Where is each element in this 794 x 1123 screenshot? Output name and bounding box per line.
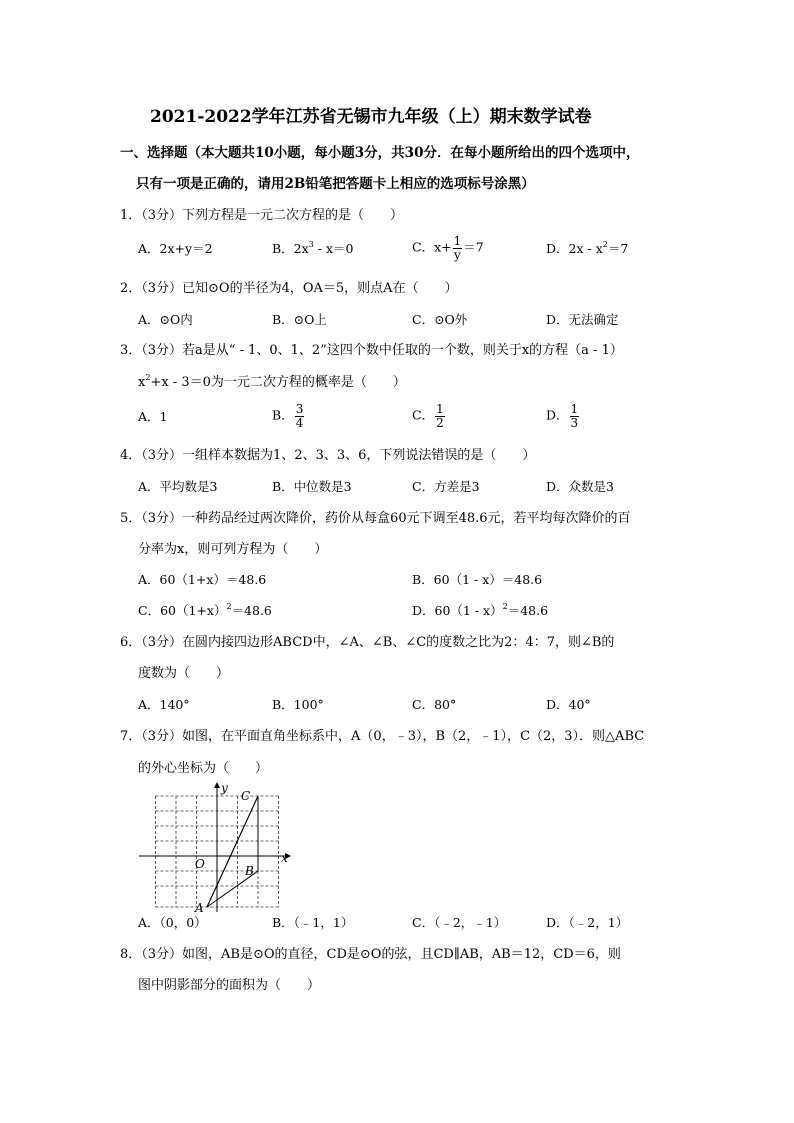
question-2-stem: 2．（3分）已知⊙O的半径为4，OA＝5，则点A在（ ） xyxy=(120,281,458,296)
question-4-option-c: C．方差是3 xyxy=(412,479,480,494)
x-axis-label: x xyxy=(281,851,288,865)
point-a-label: A xyxy=(195,901,204,915)
question-1-stem: 1．（3分）下列方程是一元二次方程的是（ ） xyxy=(120,208,404,223)
question-5-stem-line2: 分率为x，则可列方程为（ ） xyxy=(138,542,328,557)
question-7-option-a: A．（0，0） xyxy=(138,915,207,930)
question-5-option-c: C．$60(1+x)^2=48.6$ xyxy=(138,602,272,618)
question-4-option-a: A．平均数是3 xyxy=(138,479,218,494)
question-4-option-b: B．中位数是3 xyxy=(272,479,352,494)
question-3-option-d: D． $\frac{1}{3}$ xyxy=(546,402,579,430)
question-1-option-b: B．$2x^3 - x=0$ xyxy=(272,240,354,256)
section-heading-line2: 只有一项是正确的，请用2B铅笔把答题卡上相应的选项标号涂黑） xyxy=(136,176,535,192)
question-1-option-a: A．2x+y＝2 xyxy=(138,241,213,256)
question-7-figure xyxy=(135,780,295,915)
question-3-option-b: B． $\frac{3}{4}$ xyxy=(272,402,304,430)
question-5-stem-line1: 5．（3分）一种药品经过两次降价，药价从每盒60元下调至48.6元，若平均每次降价的百 xyxy=(120,511,631,526)
question-3-stem-line1: 3．（3分）若a是从“ - 1、0、1、2”这四个数中任取的一个数，则关于x的方程（a - 1） xyxy=(120,343,623,358)
origin-label: O xyxy=(195,857,205,871)
question-7-stem-line1: 7．（3分）如图，在平面直角坐标系中，A（0，﹣3），B（2，﹣1），C（2，3）．则△ABC xyxy=(120,729,645,744)
question-5-option-a: A．60（1+x）＝48.6 xyxy=(138,572,267,587)
question-7-stem-line2: 的外心坐标为（ ） xyxy=(138,761,269,776)
question-3-stem-line2: $x^2+x - 3=0$为一元二次方程的概率是（ ） xyxy=(138,373,406,390)
question-6-option-d: D．40° xyxy=(546,697,591,712)
segment-ac xyxy=(207,796,258,907)
question-6-option-a: A．140° xyxy=(138,697,190,712)
point-b-label: B xyxy=(245,864,254,878)
question-2-option-b: B．⊙O上 xyxy=(272,312,327,327)
question-1-option-d: D．$2x - x^2=7$ xyxy=(546,240,629,256)
question-6-stem-line1: 6．（3分）在圆内接四边形ABCD中，∠A、∠B、∠C的度数之比为2：4：7，则∠B的 xyxy=(120,635,615,650)
question-7-option-b: B．（﹣1，1） xyxy=(272,915,354,930)
question-4-stem: 4．（3分）一组样本数据为1、2、3、3、6，下列说法错误的是（ ） xyxy=(120,448,536,463)
question-7-option-c: C．（﹣2，﹣1） xyxy=(412,915,507,930)
question-3-option-a: A．1 xyxy=(138,409,168,424)
y-axis-arrow-icon xyxy=(214,782,220,788)
question-7-option-d: D．（﹣2，1） xyxy=(546,915,629,930)
question-5-option-b: B．60（1 - x）＝48.6 xyxy=(412,572,543,587)
question-6-stem-line2: 度数为（ ） xyxy=(138,666,230,681)
question-2-option-a: A．⊙O内 xyxy=(138,312,193,327)
question-6-option-b: B．100° xyxy=(272,697,324,712)
question-2-option-d: D．无法确定 xyxy=(546,312,619,327)
question-2-option-c: C．⊙O外 xyxy=(412,312,468,327)
page-title: 2021-2022学年江苏省无锡市九年级（上）期末数学试卷 xyxy=(150,107,592,127)
question-6-option-c: C．80° xyxy=(412,697,457,712)
point-c-label: C xyxy=(241,789,251,803)
question-8-stem-line1: 8．（3分）如图，AB是⊙O的直径，CD是⊙O的弦，且CD∥AB，AB＝12，CD＝6，则 xyxy=(120,947,621,962)
question-1-option-c: C．x+ $\frac{1}{y}$ ＝7 xyxy=(412,234,484,262)
question-4-option-d: D．众数是3 xyxy=(546,479,614,494)
question-3-option-c: C． $\frac{1}{2}$ xyxy=(412,402,444,430)
section-heading-line1: 一、选择题（本大题共10小题，每小题3分，共30分．在每小题所给出的四个选项中， xyxy=(120,145,640,161)
question-5-option-d: D．60（1 - x）$^2$＝48.6 xyxy=(412,602,549,618)
y-axis-label: y xyxy=(221,781,228,795)
question-8-stem-line2: 图中阴影部分的面积为（ ） xyxy=(138,978,321,993)
